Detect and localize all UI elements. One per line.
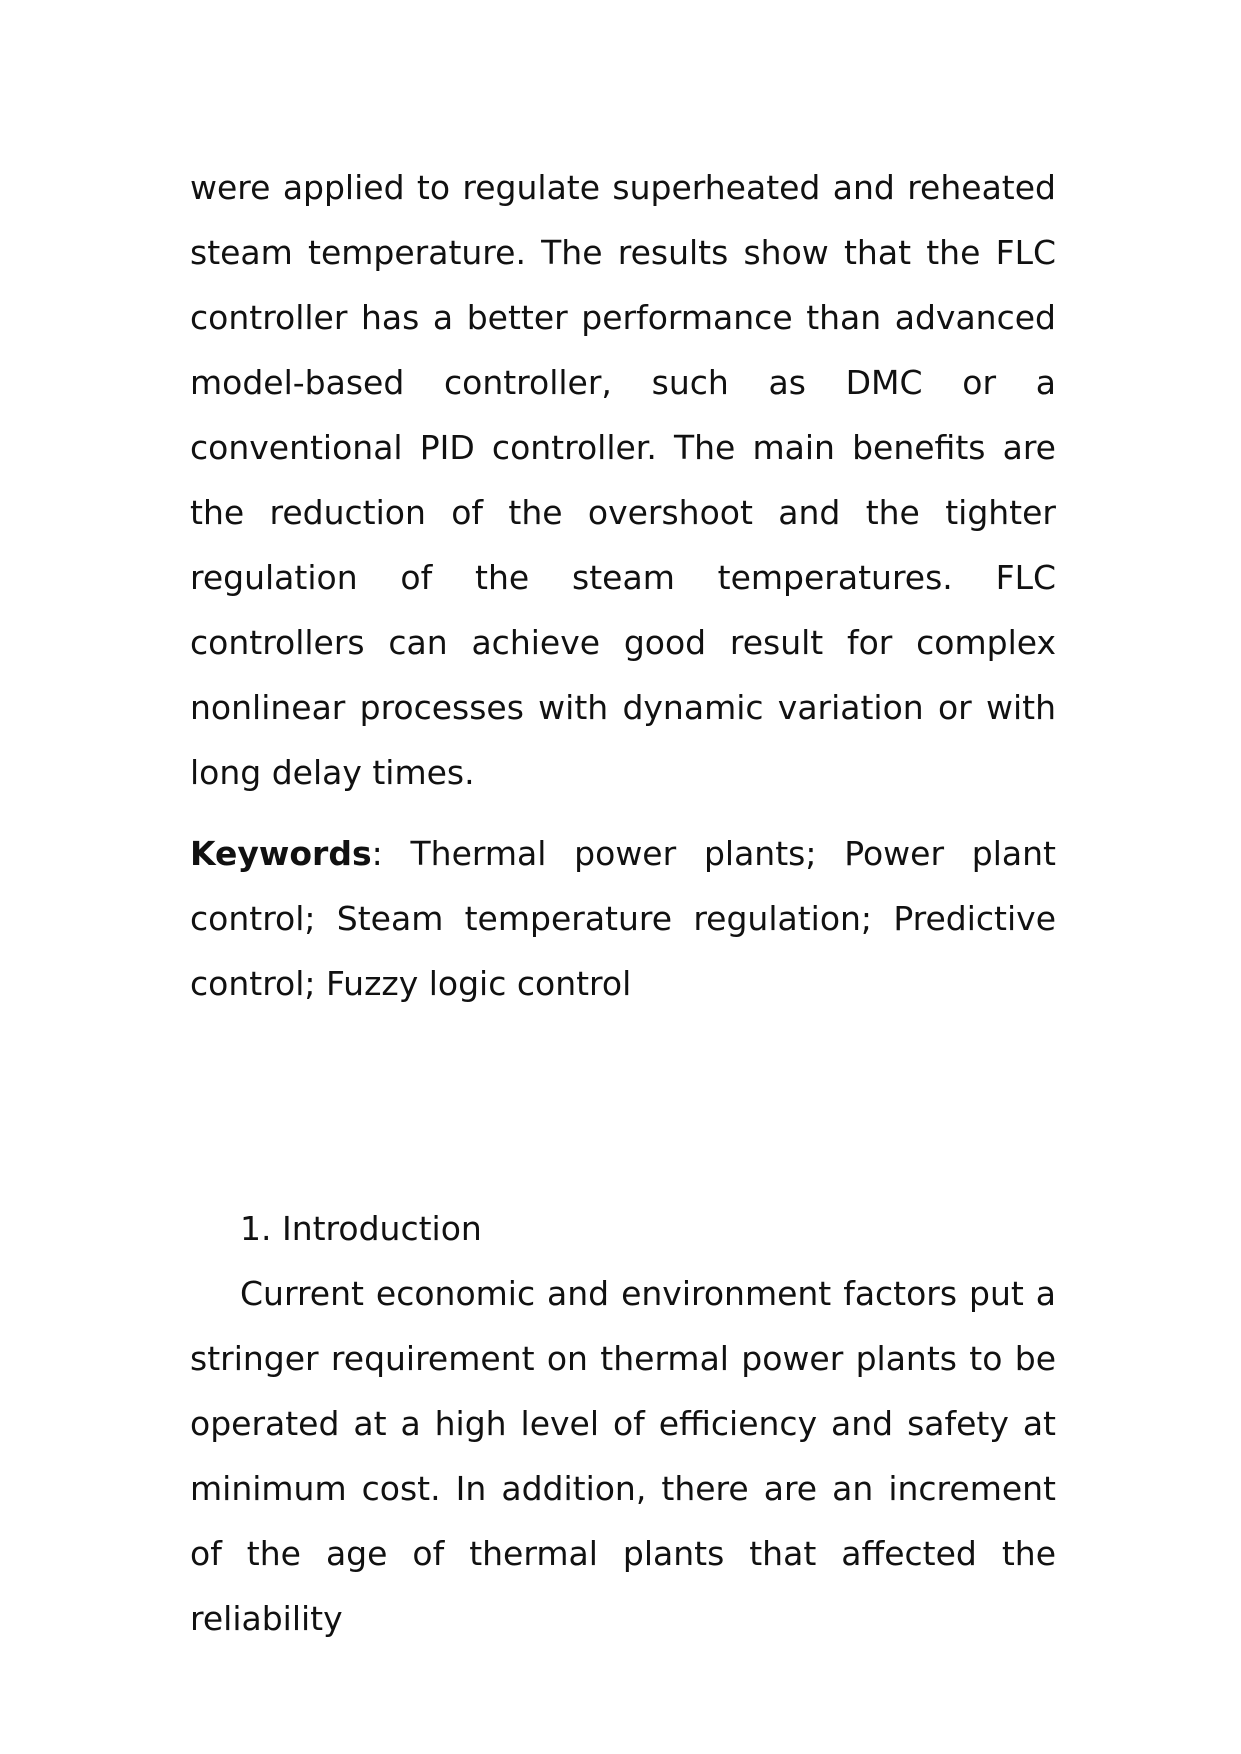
document-page <box>190 155 1056 1651</box>
keywords-text: : Thermal power plants; Power plant control; Steam temperature regulation; Predictive control; Fuzzy logic control <box>190 834 1056 1003</box>
section-heading-introduction: 1. Introduction <box>240 1209 482 1248</box>
keywords-label: Keywords <box>190 834 372 873</box>
abstract-continuation: were applied to regulate superheated and reheated steam temperature. The results show that the FLC controller has a better performance than advanced model-based controller, such as DMC or a conventional PID controller. The main benefits are the reduction of the overshoot and the tighter regulation of the steam temperatures. FLC controllers can achieve good result for complex nonlinear processes with dynamic variation or with long delay times. <box>190 168 1056 792</box>
introduction-body: Current economic and environment factors put a stringer requirement on thermal power plants to be operated at a high level of efficiency and safety at minimum cost. In addition, there are an increment of the age of thermal plants that affected the reliability <box>190 1274 1056 1638</box>
keywords-paragraph <box>190 821 1056 1016</box>
